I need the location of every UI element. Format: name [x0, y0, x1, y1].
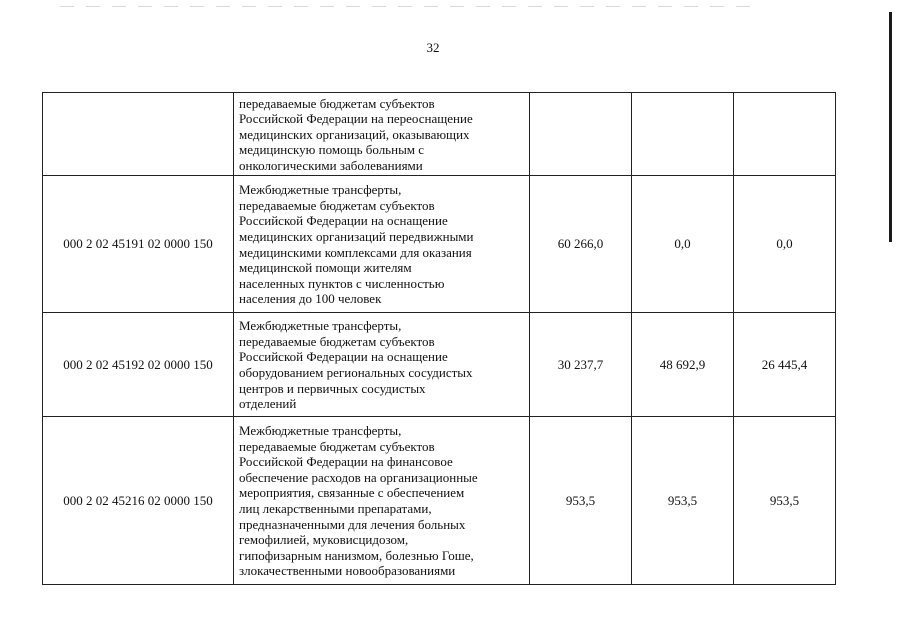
- scan-artifact-top: [60, 6, 760, 7]
- value-cell-3: [734, 93, 836, 176]
- description-line: оборудованием региональных сосудистых: [239, 365, 473, 380]
- description-line: населения до 100 человек: [239, 291, 382, 307]
- description-line: медицинских организаций, оказывающих: [239, 126, 470, 142]
- budget-table: [42, 92, 836, 585]
- description-line: центров и первичных сосудистых: [239, 380, 426, 396]
- description-line: медицинских организаций передвижными: [239, 228, 474, 244]
- description-line: Межбюджетные трансферты,: [239, 182, 402, 198]
- value-cell-3: 953,5: [734, 417, 836, 585]
- table-row: [43, 176, 836, 313]
- row-description: [234, 417, 530, 585]
- description-line: Российской Федерации на финансовое: [239, 454, 453, 470]
- value-cell-1: 30 237,7: [530, 313, 632, 417]
- description-line: передаваемые бюджетам субъектов: [239, 438, 435, 454]
- row-description: [234, 176, 530, 313]
- table-row: [43, 313, 836, 417]
- budget-code: 000 2 02 45216 02 0000 150: [43, 417, 234, 585]
- scan-edge-mark: [889, 12, 892, 242]
- row-description: [234, 313, 530, 417]
- description-line: медицинскую помощь больным с: [239, 142, 425, 158]
- table-row: [43, 417, 836, 585]
- description-line: лиц лекарственными препаратами,: [239, 501, 432, 516]
- value-cell-1: 953,5: [530, 417, 632, 585]
- description-line: гемофилией, муковисцидозом,: [239, 532, 409, 548]
- row-description: [234, 93, 530, 176]
- value-cell-3: 26 445,4: [734, 313, 836, 417]
- description-line: предназначенными для лечения больных: [239, 516, 466, 532]
- description-line: передаваемые бюджетам субъектов: [239, 95, 435, 111]
- description-line: Российской Федерации на переоснащение: [239, 111, 473, 127]
- description-line: медицинской помощи жителям: [239, 260, 412, 276]
- description-line: обеспечение расходов на организационные: [239, 469, 478, 485]
- description-line: Межбюджетные трансферты,: [239, 423, 402, 439]
- value-cell-1: 60 266,0: [530, 176, 632, 313]
- description-line: гипофизарным нанизмом, болезнью Гоше,: [239, 547, 474, 563]
- description-line: отделений: [239, 396, 297, 412]
- value-cell-2: 953,5: [632, 417, 734, 585]
- value-cell-2: 0,0: [632, 176, 734, 313]
- description-line: населенных пунктов с численностью: [239, 275, 445, 291]
- value-cell-1: [530, 93, 632, 176]
- description-line: медицинскими комплексами для оказания: [239, 244, 472, 260]
- value-cell-2: [632, 93, 734, 176]
- page-number: 32: [426, 40, 440, 55]
- description-line: Межбюджетные трансферты,: [239, 318, 402, 334]
- value-cell-3: 0,0: [734, 176, 836, 313]
- value-cell-2: 48 692,9: [632, 313, 734, 417]
- description-line: Российской Федерации на оснащение: [239, 213, 448, 229]
- description-line: злокачественными новообразованиями: [239, 563, 456, 579]
- description-line: передаваемые бюджетам субъектов: [239, 333, 435, 349]
- budget-code: 000 2 02 45191 02 0000 150: [43, 176, 234, 313]
- description-line: Российской Федерации на оснащение: [239, 349, 448, 365]
- budget-code: 000 2 02 45192 02 0000 150: [43, 313, 234, 417]
- table-row: [43, 93, 836, 176]
- budget-code: [43, 93, 234, 176]
- description-line: передаваемые бюджетам субъектов: [239, 197, 435, 213]
- description-line: онкологическими заболеваниями: [239, 157, 423, 173]
- description-line: мероприятия, связанные с обеспечением: [239, 485, 465, 501]
